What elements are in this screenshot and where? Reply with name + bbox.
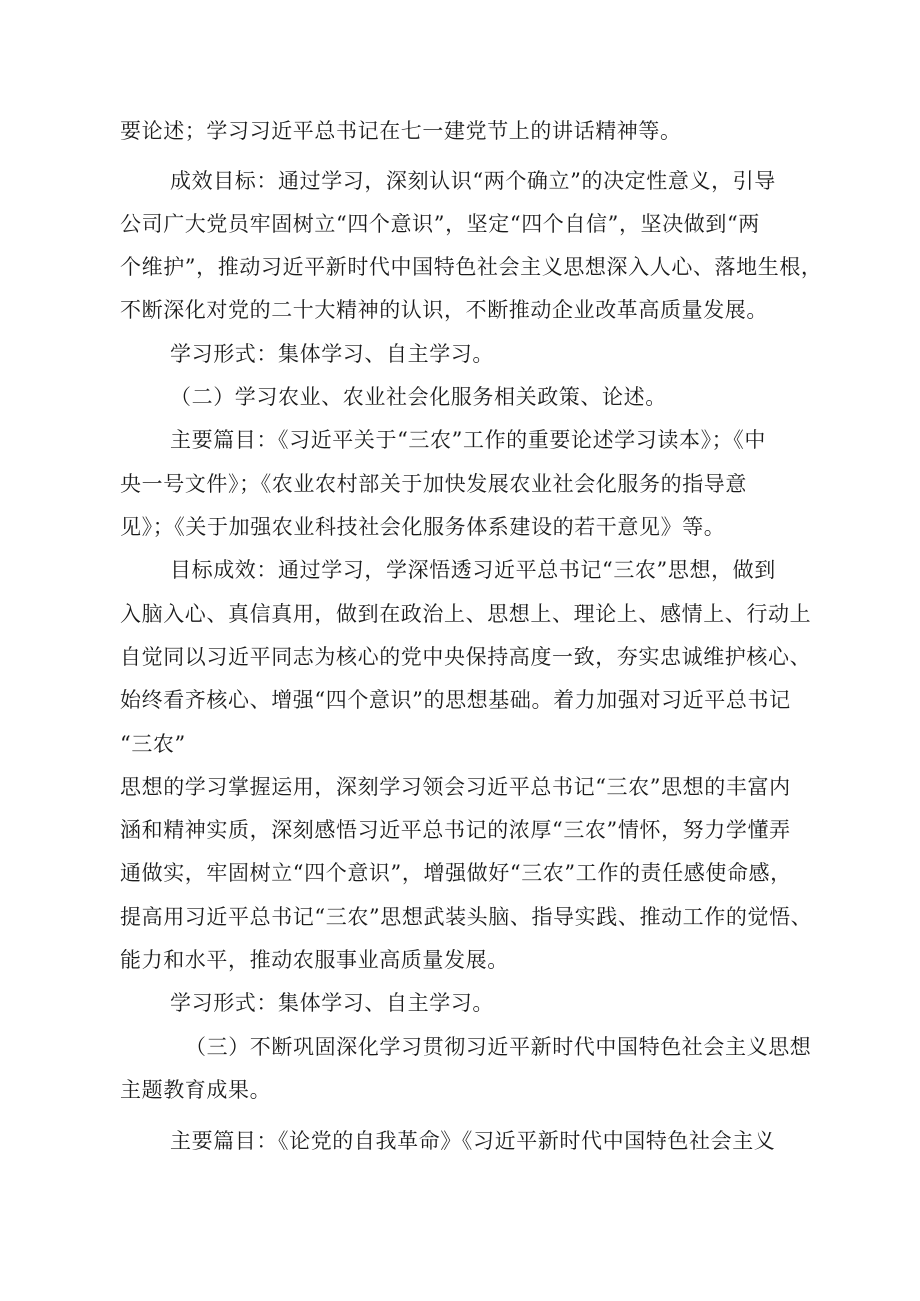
text-line: 学习形式：集体学习、自主学习。 <box>170 342 494 366</box>
text-line: 提高用习近平总书记“三农”思想武装头脑、指导实践、推动工作的觉悟、 <box>120 905 813 929</box>
text-line: 学习形式：集体学习、自主学习。 <box>170 991 494 1015</box>
text-line: 入脑入心、真信真用，做到在政治上、思想上、理论上、感情上、行动上 <box>120 602 812 626</box>
text-line: 要论述；学习习近平总书记在七一建党节上的讲话精神等。 <box>120 119 682 143</box>
text-line: 主要篇目：《论党的自我革命》《习近平新时代中国特色社会主义 <box>170 1129 776 1153</box>
text-line: 目标成效：通过学习，学深悟透习近平总书记“三农”思想，做到 <box>170 558 776 582</box>
section-heading: （二）学习农业、农业社会化服务相关政策、论述。 <box>170 385 667 409</box>
text-line: 个维护”，推动习近平新时代中国特色社会主义思想深入人心、落地生根， <box>120 255 823 279</box>
text-line: 不断深化对党的二十大精神的认识，不断推动企业改革高质量发展。 <box>120 298 768 322</box>
section-heading: （三）不断巩固深化学习贯彻习近平新时代中国特色社会主义思想 <box>185 1035 812 1059</box>
section-heading: 主题教育成果。 <box>120 1078 272 1102</box>
text-line: 涵和精神实质，深刻感悟习近平总书记的浓厚“三农”情怀，努力学懂弄 <box>120 818 791 842</box>
text-line: 主要篇目：《习近平关于“三农”工作的重要论述学习读本》；《中 <box>170 428 766 452</box>
text-line: “三农” <box>120 732 186 756</box>
text-line: 公司广大党员牢固树立“四个意识”，坚定“四个自信”，坚决做到“两 <box>120 212 760 236</box>
text-line: 见》；《关于加强农业科技社会化服务体系建设的若干意见》等。 <box>120 515 726 539</box>
text-line: 始终看齐核心、增强“四个意识”的思想基础。着力加强对习近平总书记 <box>120 688 791 712</box>
text-line: 通做实，牢固树立“四个意识”，增强做好“三农”工作的责任感使命感， <box>120 861 792 885</box>
text-line: 成效目标：通过学习，深刻认识“两个确立”的决定性意义，引导 <box>170 169 776 193</box>
text-line: 思想的学习掌握运用，深刻学习领会习近平总书记“三农”思想的丰富内 <box>120 775 791 799</box>
text-line: 能力和水平，推动农服事业高质量发展。 <box>120 948 509 972</box>
text-line: 央一号文件》；《农业农村部关于加快发展农业社会化服务的指导意 <box>120 472 747 496</box>
text-line: 自觉同以习近平同志为核心的党中央保持高度一致，夯实忠诚维护核心、 <box>120 645 812 669</box>
